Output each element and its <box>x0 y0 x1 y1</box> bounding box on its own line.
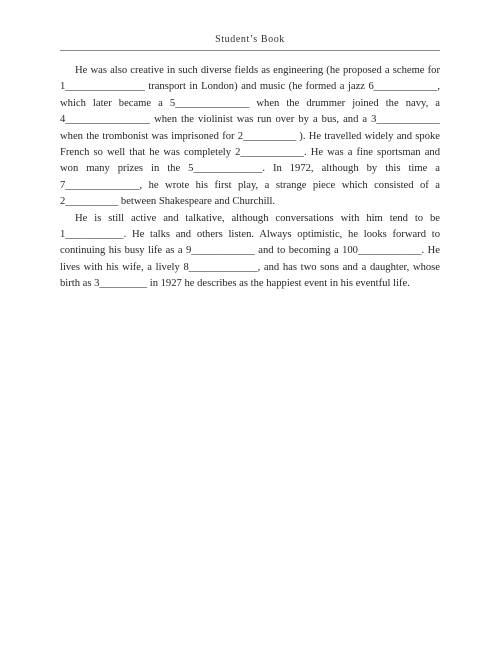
header-rule <box>60 50 440 51</box>
paragraph-1: He was also creative in such diverse fields as engineering (he proposed a scheme for 1_______________ transport in London) and music (he formed a jazz 6____________, which later became a 5______________ when the drummer joined the navy, a 4________________ when the violinist was run over by a bus, and a 3____________ when the trombonist was imprisoned for 2__________ ). He travelled widely and spoke French so well that he was completely 2____________. He was a fine sportsman and won many prizes in the 5_____________. In 1972, although by this time a 7______________, he wrote his first play, a strange piece which consisted of a 2__________ between Shakespeare and Churchill. <box>60 65 443 208</box>
running-header: Student’s Book <box>215 34 285 45</box>
body-text <box>60 63 443 293</box>
paragraph-2: He is still active and talkative, although conversations with him tend to be 1___________. He talks and others listen. Always optimistic, he looks forward to continuing his busy life as a 9____________ and to becoming a 100____________. He lives with his wife, a lively 8_____________, and has two sons and a daughter, whose birth as 3_________ in 1927 he describes as the happiest event in his eventful life. <box>60 212 443 290</box>
